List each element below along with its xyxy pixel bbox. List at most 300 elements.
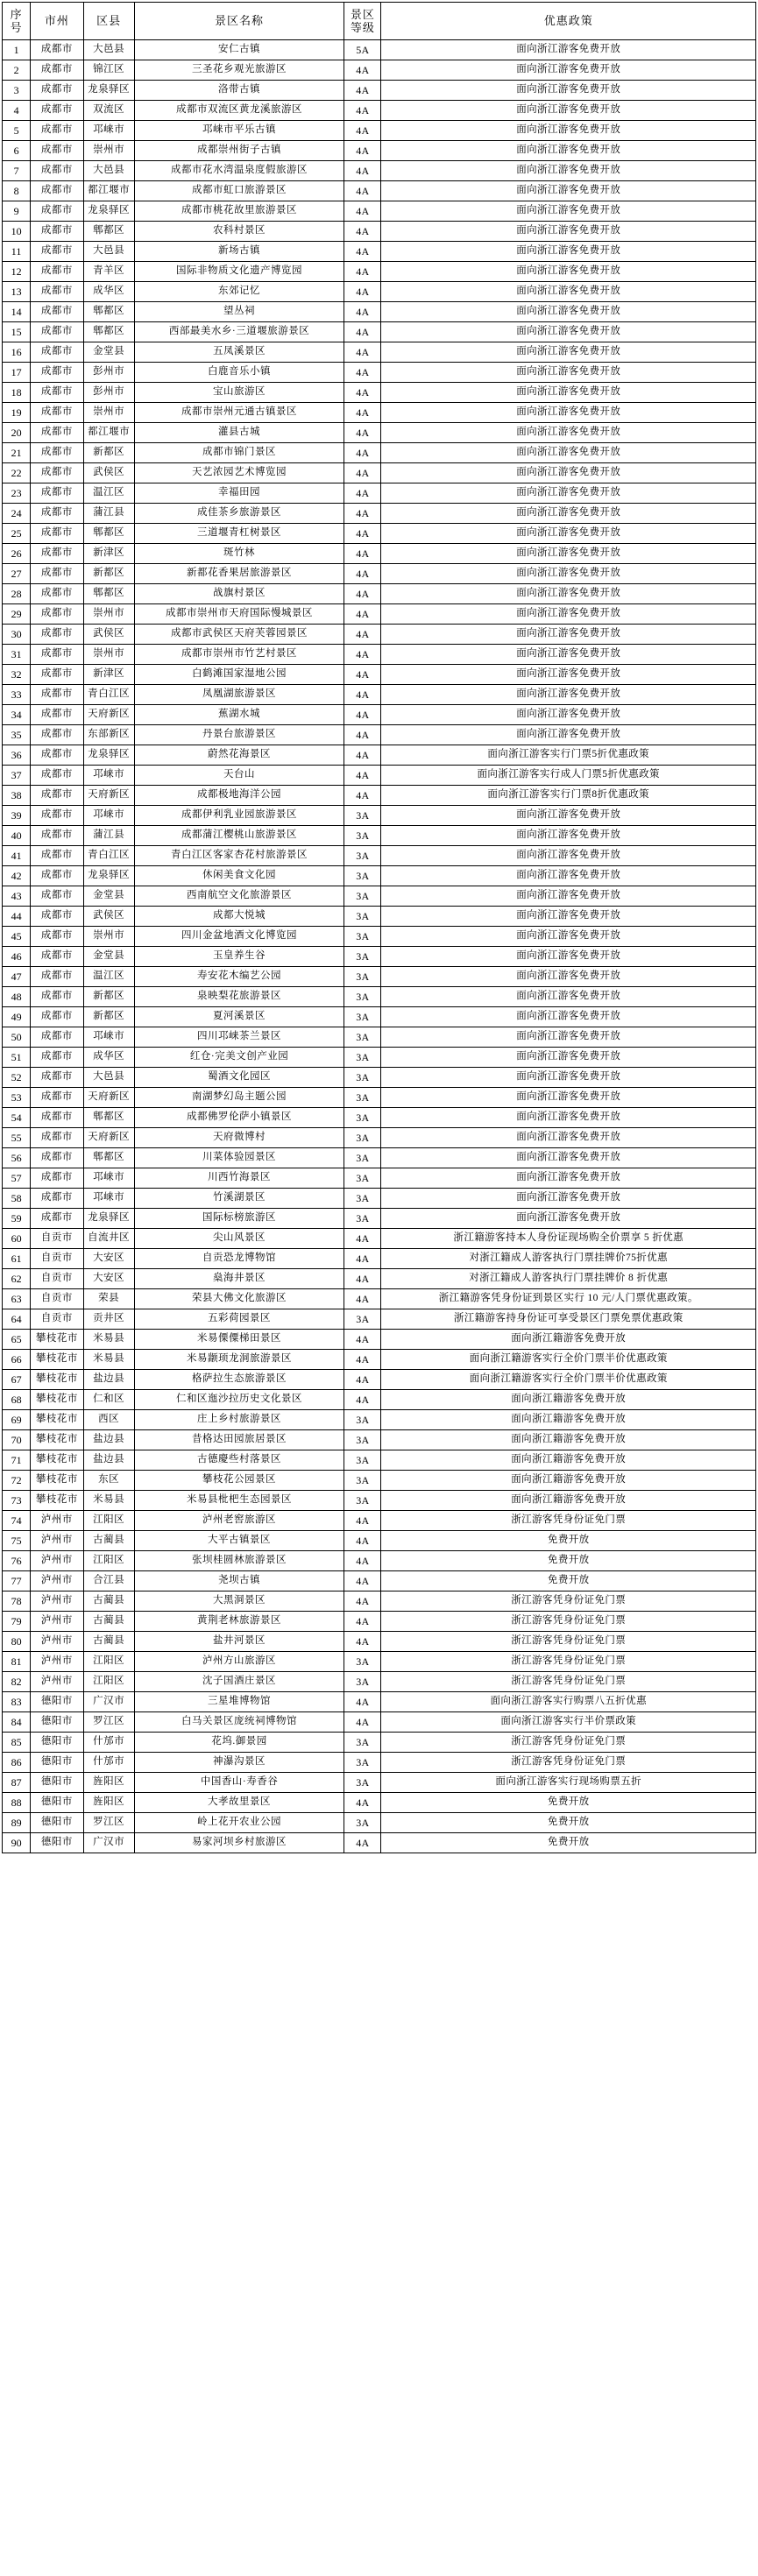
table-row [3,60,756,81]
cell-level: 4A [344,101,381,121]
cell-name: 五凤溪景区 [134,342,344,363]
table-body [3,40,756,1853]
table-row [3,40,756,60]
cell-level: 3A [344,927,381,947]
cell-district: 龙泉驿区 [83,1209,134,1229]
cell-district: 崇州市 [83,604,134,625]
cell-name: 张坝桂圆林旅游景区 [134,1551,344,1571]
cell-district: 米易县 [83,1491,134,1511]
cell-level: 4A [344,564,381,584]
cell-policy: 面向浙江游客免费开放 [381,1168,756,1189]
cell-name: 白马关景区庞统祠博物馆 [134,1712,344,1733]
cell-policy: 面向浙江游客免费开放 [381,886,756,907]
table-row [3,1450,756,1471]
cell-policy: 面向浙江游客免费开放 [381,927,756,947]
cell-level: 3A [344,1007,381,1027]
cell-name: 西南航空文化旅游景区 [134,886,344,907]
cell-district: 大邑县 [83,242,134,262]
cell-city: 成都市 [31,222,83,242]
cell-name: 休闲美食文化园 [134,866,344,886]
cell-name: 安仁古镇 [134,40,344,60]
cell-policy: 面向浙江游客免费开放 [381,483,756,504]
cell-level: 4A [344,685,381,705]
cell-index: 71 [3,1450,31,1471]
cell-district: 成华区 [83,1048,134,1068]
cell-policy: 面向浙江游客免费开放 [381,363,756,383]
cell-policy: 面向浙江游客免费开放 [381,987,756,1007]
cell-city: 成都市 [31,504,83,524]
cell-policy: 面向浙江游客免费开放 [381,1048,756,1068]
cell-city: 成都市 [31,705,83,725]
table-row [3,1612,756,1632]
cell-district: 自流井区 [83,1229,134,1249]
cell-level: 4A [344,1712,381,1733]
table-row [3,1551,756,1571]
cell-district: 邛崃市 [83,806,134,826]
cell-level: 4A [344,745,381,766]
cell-level: 3A [344,987,381,1007]
cell-policy: 面向浙江游客实行半价票政策 [381,1712,756,1733]
cell-policy: 免费开放 [381,1531,756,1551]
cell-level: 4A [344,766,381,786]
table-row [3,1148,756,1168]
table-header [3,3,756,40]
table-row [3,604,756,625]
cell-policy: 免费开放 [381,1813,756,1833]
cell-policy: 面向浙江游客免费开放 [381,564,756,584]
cell-district: 郫都区 [83,524,134,544]
cell-index: 1 [3,40,31,60]
cell-city: 泸州市 [31,1632,83,1652]
cell-level: 3A [344,866,381,886]
cell-policy: 面向浙江游客免费开放 [381,1088,756,1108]
cell-city: 成都市 [31,685,83,705]
cell-city: 成都市 [31,101,83,121]
cell-index: 25 [3,524,31,544]
cell-index: 22 [3,463,31,483]
cell-policy: 面向浙江籍游客免费开放 [381,1390,756,1410]
cell-policy: 面向浙江游客免费开放 [381,725,756,745]
cell-district: 东区 [83,1471,134,1491]
cell-city: 攀枝花市 [31,1430,83,1450]
table-row [3,1330,756,1350]
cell-district: 武侯区 [83,907,134,927]
cell-level: 3A [344,907,381,927]
cell-level: 4A [344,1833,381,1853]
table-row [3,1591,756,1612]
table-row [3,1390,756,1410]
cell-name: 川西竹海景区 [134,1168,344,1189]
cell-district: 江阳区 [83,1551,134,1571]
cell-policy: 面向浙江游客免费开放 [381,544,756,564]
cell-district: 都江堰市 [83,181,134,201]
cell-policy: 面向浙江游客免费开放 [381,383,756,403]
cell-policy: 浙江籍游客持身份证可享受景区门票免票优惠政策 [381,1309,756,1330]
cell-policy: 面向浙江游客免费开放 [381,625,756,645]
table-row [3,141,756,161]
cell-index: 45 [3,927,31,947]
table-row [3,302,756,322]
table-row [3,745,756,766]
cell-index: 39 [3,806,31,826]
cell-level: 3A [344,1108,381,1128]
cell-level: 4A [344,1793,381,1813]
cell-district: 西区 [83,1410,134,1430]
cell-index: 76 [3,1551,31,1571]
cell-district: 崇州市 [83,403,134,423]
table-row [3,1712,756,1733]
cell-name: 三圣花乡观光旅游区 [134,60,344,81]
cell-name: 沈子国酒庄景区 [134,1672,344,1692]
cell-policy: 面向浙江游客免费开放 [381,1128,756,1148]
cell-city: 德阳市 [31,1712,83,1733]
cell-city: 自贡市 [31,1249,83,1269]
cell-index: 52 [3,1068,31,1088]
cell-index: 55 [3,1128,31,1148]
cell-name: 川菜体验园景区 [134,1148,344,1168]
cell-city: 成都市 [31,846,83,866]
cell-index: 69 [3,1410,31,1430]
cell-district: 龙泉驿区 [83,201,134,222]
cell-index: 35 [3,725,31,745]
cell-district: 新津区 [83,544,134,564]
cell-policy: 面向浙江游客免费开放 [381,222,756,242]
cell-index: 66 [3,1350,31,1370]
cell-name: 幸福田园 [134,483,344,504]
cell-index: 54 [3,1108,31,1128]
cell-name: 成都市崇州市竹艺村景区 [134,645,344,665]
cell-name: 成都市锦门景区 [134,443,344,463]
cell-district: 盐边县 [83,1430,134,1450]
cell-name: 五彩荷园景区 [134,1309,344,1330]
cell-name: 南湖梦幻岛主题公园 [134,1088,344,1108]
cell-name: 成都市双流区黄龙溪旅游区 [134,101,344,121]
cell-level: 4A [344,1370,381,1390]
cell-index: 62 [3,1269,31,1289]
cell-policy: 面向浙江籍游客免费开放 [381,1491,756,1511]
cell-policy: 面向浙江游客免费开放 [381,1027,756,1048]
table-row [3,1511,756,1531]
cell-name: 寿安花木编艺公园 [134,967,344,987]
table-row [3,383,756,403]
cell-district: 古蔺县 [83,1591,134,1612]
cell-city: 成都市 [31,745,83,766]
cell-index: 16 [3,342,31,363]
cell-name: 夏河溪景区 [134,1007,344,1027]
cell-index: 27 [3,564,31,584]
scenic-spots-table [2,2,756,1853]
cell-policy: 面向浙江籍游客免费开放 [381,1430,756,1450]
cell-level: 3A [344,1410,381,1430]
cell-policy: 面向浙江游客免费开放 [381,685,756,705]
table-row [3,846,756,866]
table-row [3,161,756,181]
cell-index: 30 [3,625,31,645]
cell-level: 4A [344,1591,381,1612]
cell-name: 中国香山·寿香谷 [134,1773,344,1793]
cell-city: 德阳市 [31,1813,83,1833]
cell-policy: 面向浙江籍游客免费开放 [381,1471,756,1491]
cell-policy: 对浙江籍成人游客执行门票挂牌价75折优惠 [381,1249,756,1269]
cell-name: 四川邛崃茶兰景区 [134,1027,344,1048]
cell-city: 泸州市 [31,1511,83,1531]
cell-policy: 面向浙江游客免费开放 [381,1189,756,1209]
table-row [3,1773,756,1793]
cell-level: 4A [344,1330,381,1350]
table-row [3,403,756,423]
cell-policy: 面向浙江游客免费开放 [381,524,756,544]
cell-policy: 面向浙江游客免费开放 [381,262,756,282]
cell-index: 74 [3,1511,31,1531]
cell-district: 邛崃市 [83,121,134,141]
table-row [3,625,756,645]
column-header-level-line1: 景区 [350,7,375,21]
cell-city: 自贡市 [31,1289,83,1309]
cell-index: 12 [3,262,31,282]
cell-level: 3A [344,1652,381,1672]
cell-city: 泸州市 [31,1531,83,1551]
cell-name: 成都佛罗伦萨小镇景区 [134,1108,344,1128]
cell-policy: 面向浙江籍游客实行全价门票半价优惠政策 [381,1350,756,1370]
cell-name: 蕉湖水城 [134,705,344,725]
cell-index: 19 [3,403,31,423]
cell-name: 白鹿音乐小镇 [134,363,344,383]
cell-policy: 面向浙江游客免费开放 [381,1108,756,1128]
cell-level: 4A [344,1269,381,1289]
table-row [3,866,756,886]
cell-level: 3A [344,826,381,846]
cell-policy: 面向浙江游客免费开放 [381,846,756,866]
cell-policy: 面向浙江籍游客免费开放 [381,1330,756,1350]
cell-name: 尧坝古镇 [134,1571,344,1591]
cell-city: 成都市 [31,584,83,604]
cell-district: 郫都区 [83,584,134,604]
cell-level: 4A [344,786,381,806]
cell-name: 竹溪湖景区 [134,1189,344,1209]
cell-policy: 面向浙江游客免费开放 [381,60,756,81]
cell-policy: 面向浙江游客免费开放 [381,282,756,302]
cell-name: 红仓·完美文创产业园 [134,1048,344,1068]
cell-level: 3A [344,1068,381,1088]
cell-name: 成都崇州街子古镇 [134,141,344,161]
cell-level: 4A [344,1551,381,1571]
cell-name: 神瀑沟景区 [134,1753,344,1773]
cell-level: 4A [344,262,381,282]
cell-policy: 面向浙江游客实行门票8折优惠政策 [381,786,756,806]
cell-district: 龙泉驿区 [83,866,134,886]
cell-city: 攀枝花市 [31,1350,83,1370]
cell-name: 尖山风景区 [134,1229,344,1249]
cell-policy: 对浙江籍成人游客执行门票挂牌价 8 折优惠 [381,1269,756,1289]
cell-index: 60 [3,1229,31,1249]
cell-city: 泸州市 [31,1652,83,1672]
cell-name: 成都市桃花故里旅游景区 [134,201,344,222]
table-row [3,584,756,604]
cell-name: 成都市虹口旅游景区 [134,181,344,201]
cell-city: 成都市 [31,81,83,101]
cell-district: 新都区 [83,564,134,584]
table-row [3,504,756,524]
cell-policy: 面向浙江游客免费开放 [381,81,756,101]
table-row [3,1430,756,1450]
cell-level: 4A [344,60,381,81]
cell-index: 83 [3,1692,31,1712]
cell-level: 4A [344,524,381,544]
cell-district: 彭州市 [83,363,134,383]
table-row [3,1753,756,1773]
cell-policy: 面向浙江游客免费开放 [381,907,756,927]
cell-level: 3A [344,1430,381,1450]
cell-district: 新都区 [83,1007,134,1027]
cell-level: 4A [344,302,381,322]
table-row [3,101,756,121]
cell-city: 成都市 [31,363,83,383]
cell-index: 33 [3,685,31,705]
table-row [3,222,756,242]
cell-policy: 面向浙江游客免费开放 [381,201,756,222]
cell-level: 4A [344,665,381,685]
cell-level: 4A [344,463,381,483]
cell-name: 成都极地海洋公园 [134,786,344,806]
cell-city: 成都市 [31,1189,83,1209]
cell-policy: 面向浙江游客免费开放 [381,967,756,987]
cell-city: 成都市 [31,866,83,886]
cell-level: 3A [344,1813,381,1833]
cell-policy: 面向浙江游客免费开放 [381,161,756,181]
cell-name: 昔格达田园旅居景区 [134,1430,344,1450]
cell-index: 3 [3,81,31,101]
cell-name: 新场古镇 [134,242,344,262]
cell-city: 攀枝花市 [31,1491,83,1511]
column-header-level [344,3,381,40]
cell-district: 崇州市 [83,645,134,665]
cell-policy: 面向浙江游客免费开放 [381,40,756,60]
cell-city: 成都市 [31,181,83,201]
cell-name: 青白江区客家杏花村旅游景区 [134,846,344,866]
cell-district: 盐边县 [83,1370,134,1390]
cell-city: 成都市 [31,201,83,222]
cell-index: 47 [3,967,31,987]
cell-district: 旌阳区 [83,1793,134,1813]
cell-district: 都江堰市 [83,423,134,443]
cell-city: 成都市 [31,1068,83,1088]
cell-district: 邛崃市 [83,1168,134,1189]
cell-level: 4A [344,81,381,101]
cell-district: 新都区 [83,987,134,1007]
cell-district: 天府新区 [83,1128,134,1148]
cell-city: 成都市 [31,927,83,947]
cell-level: 4A [344,504,381,524]
cell-district: 蒲江县 [83,504,134,524]
cell-index: 80 [3,1632,31,1652]
cell-name: 灌县古城 [134,423,344,443]
cell-index: 31 [3,645,31,665]
table-row [3,665,756,685]
cell-name: 大黑洞景区 [134,1591,344,1612]
cell-name: 天艺浓园艺术博览园 [134,463,344,483]
cell-index: 82 [3,1672,31,1692]
cell-name: 农科村景区 [134,222,344,242]
cell-policy: 面向浙江游客实行门票5折优惠政策 [381,745,756,766]
cell-level: 3A [344,1189,381,1209]
cell-district: 双流区 [83,101,134,121]
table-row [3,564,756,584]
table-row [3,262,756,282]
cell-policy: 面向浙江游客免费开放 [381,322,756,342]
cell-city: 成都市 [31,645,83,665]
cell-city: 成都市 [31,987,83,1007]
cell-level: 4A [344,625,381,645]
cell-name: 国际非物质文化遗产博览园 [134,262,344,282]
column-header-level-line2: 等级 [350,21,375,34]
cell-city: 成都市 [31,544,83,564]
cell-district: 合江县 [83,1571,134,1591]
cell-name: 成佳茶乡旅游景区 [134,504,344,524]
cell-district: 什邡市 [83,1733,134,1753]
cell-district: 旌阳区 [83,1773,134,1793]
cell-district: 邛崃市 [83,766,134,786]
cell-index: 17 [3,363,31,383]
cell-index: 15 [3,322,31,342]
cell-level: 3A [344,967,381,987]
table-row [3,1048,756,1068]
cell-index: 21 [3,443,31,463]
table-row [3,927,756,947]
cell-district: 大邑县 [83,161,134,181]
cell-city: 成都市 [31,60,83,81]
cell-district: 青白江区 [83,685,134,705]
cell-index: 48 [3,987,31,1007]
table-row [3,242,756,262]
cell-level: 4A [344,383,381,403]
cell-name: 成都市崇州市天府国际慢城景区 [134,604,344,625]
cell-index: 50 [3,1027,31,1048]
cell-level: 4A [344,161,381,181]
cell-city: 成都市 [31,463,83,483]
table-row [3,524,756,544]
cell-city: 泸州市 [31,1551,83,1571]
cell-policy: 面向浙江游客免费开放 [381,101,756,121]
cell-district: 天府新区 [83,705,134,725]
cell-policy: 面向浙江游客免费开放 [381,181,756,201]
cell-index: 38 [3,786,31,806]
cell-city: 成都市 [31,826,83,846]
cell-level: 3A [344,1168,381,1189]
cell-district: 东部新区 [83,725,134,745]
cell-level: 3A [344,806,381,826]
cell-district: 江阳区 [83,1511,134,1531]
cell-index: 59 [3,1209,31,1229]
cell-city: 成都市 [31,1128,83,1148]
cell-level: 3A [344,1491,381,1511]
table-row [3,1309,756,1330]
cell-name: 易家河坝乡村旅游区 [134,1833,344,1853]
cell-level: 3A [344,846,381,866]
cell-level: 3A [344,1753,381,1773]
cell-name: 仁和区迤沙拉历史文化景区 [134,1390,344,1410]
cell-city: 成都市 [31,40,83,60]
table-row [3,181,756,201]
cell-level: 4A [344,1511,381,1531]
cell-index: 34 [3,705,31,725]
table-row [3,907,756,927]
cell-district: 广汉市 [83,1692,134,1712]
cell-name: 成都大悦城 [134,907,344,927]
table-row [3,1531,756,1551]
table-row [3,1350,756,1370]
cell-index: 65 [3,1330,31,1350]
column-header-index: 序号 [3,3,31,40]
